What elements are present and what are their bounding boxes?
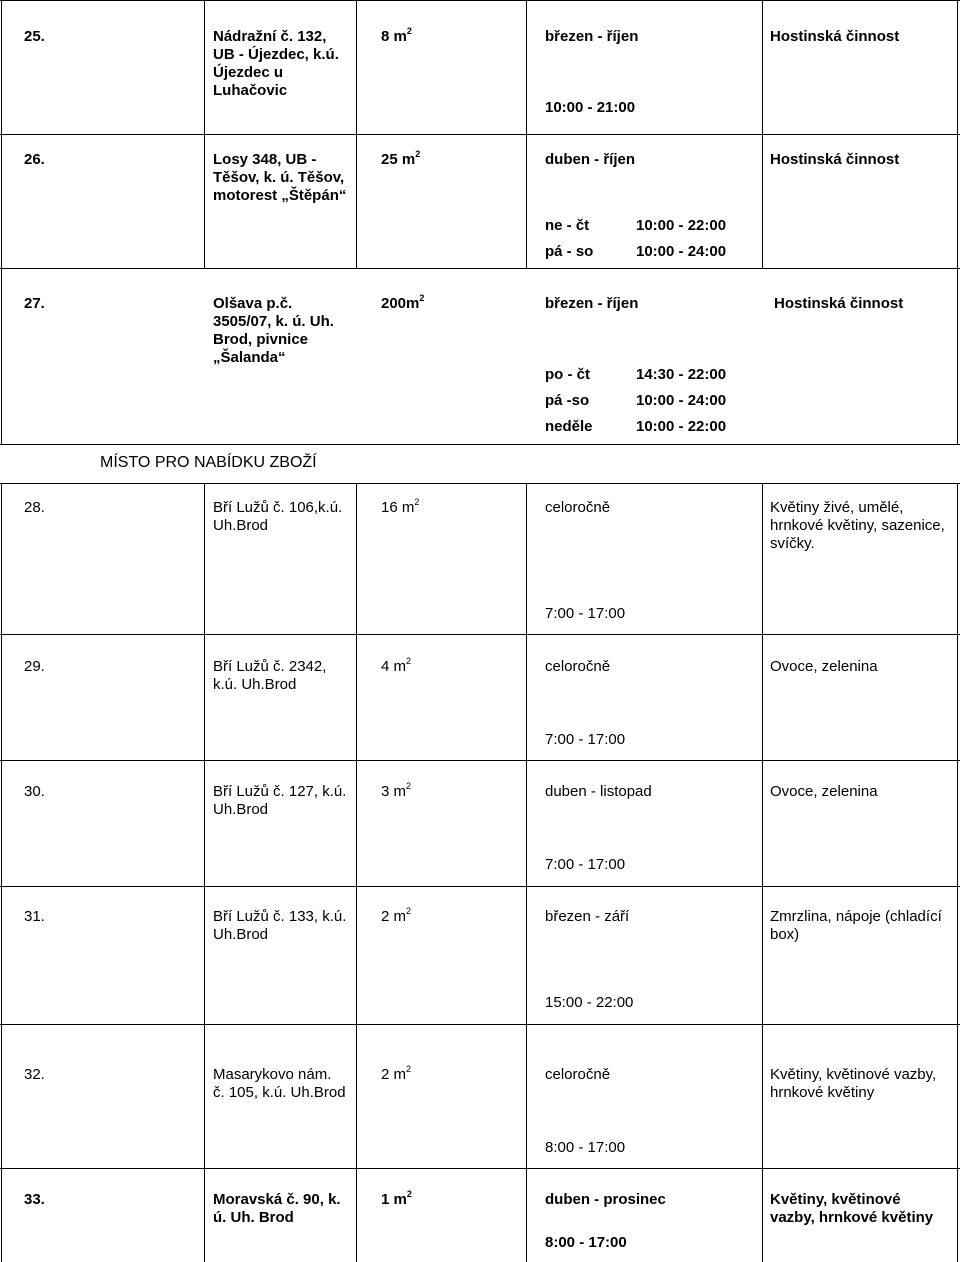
address-line: Masarykovo nám. <box>213 1066 332 1083</box>
row-divider <box>0 886 960 887</box>
col-divider <box>526 0 527 268</box>
row-number: 25. <box>24 28 45 45</box>
area: 4 $m^2$ <box>381 656 412 675</box>
activity-line: box) <box>770 926 800 943</box>
period: duben - prosinec <box>545 1191 666 1208</box>
row-divider <box>0 444 960 445</box>
address-line: Újezdec u <box>213 64 284 81</box>
opening-hours: 15:00 - 22:00 <box>545 994 634 1011</box>
row-divider <box>0 760 960 761</box>
schedule-days: neděle <box>545 418 593 435</box>
activity-line: Květiny živé, umělé, <box>770 499 904 516</box>
activity-line: Zmrzlina, nápoje (chladící <box>770 908 942 925</box>
schedule-time: 10:00 - 24:00 <box>636 243 727 260</box>
area: 2 $m^2$ <box>381 906 412 925</box>
activity-line: vazby, hrnkové květiny <box>770 1209 934 1226</box>
col-divider <box>1 483 2 1262</box>
address-line: č. 105, k.ú. Uh.Brod <box>213 1084 346 1101</box>
opening-hours: 8:00 - 17:00 <box>545 1139 626 1156</box>
address-line: ú. Uh. Brod <box>213 1209 294 1226</box>
activity: Hostinská činnost <box>770 151 900 168</box>
activity-line: hrnkové květiny <box>770 1084 875 1101</box>
row-divider <box>0 1168 960 1169</box>
schedule-time: 10:00 - 22:00 <box>636 217 727 234</box>
activity: Hostinská činnost <box>770 28 900 45</box>
col-divider <box>526 483 527 1262</box>
address-line: 3505/07, k. ú. Uh. <box>213 313 334 330</box>
period: březen - říjen <box>545 295 639 312</box>
col-divider <box>762 483 763 1262</box>
address-line: Těšov, k. ú. Těšov, <box>213 169 345 186</box>
activity: Hostinská činnost <box>774 295 904 312</box>
address-line: k.ú. Uh.Brod <box>213 676 297 693</box>
area: 16 $m^2$ <box>381 497 420 516</box>
area: 3 $m^2$ <box>381 781 412 800</box>
row-number: 28. <box>24 499 45 516</box>
address-line: Moravská č. 90, k. <box>213 1191 341 1208</box>
row-divider <box>0 268 960 269</box>
address-line: Bří Lužů č. 133, k.ú. <box>213 908 347 925</box>
area: 1 $m^2$ <box>381 1189 412 1208</box>
opening-hours: 10:00 - 21:00 <box>545 99 636 116</box>
activity: Ovoce, zelenina <box>770 783 878 800</box>
address-line: „Šalanda“ <box>213 349 286 366</box>
period: březen - září <box>545 908 630 925</box>
row-divider <box>0 1024 960 1025</box>
col-divider <box>957 483 958 1262</box>
opening-hours: 7:00 - 17:00 <box>545 856 626 873</box>
address-line: Olšava p.č. <box>213 295 293 312</box>
col-divider <box>356 483 357 1262</box>
period: duben - listopad <box>545 783 652 800</box>
schedule-time: 10:00 - 24:00 <box>636 392 727 409</box>
area: 8 $m^2$ <box>381 26 412 45</box>
period: celoročně <box>545 1066 611 1083</box>
activity-line: Květiny, květinové vazby, <box>770 1066 937 1083</box>
address-line: Uh.Brod <box>213 926 269 943</box>
area: 2 $m^2$ <box>381 1064 412 1083</box>
period: celoročně <box>545 658 611 675</box>
activity: Ovoce, zelenina <box>770 658 878 675</box>
period: duben - říjen <box>545 151 635 168</box>
address-line: Luhačovic <box>213 82 288 99</box>
table-border-top <box>0 0 960 1</box>
area: $200m^2$ <box>381 293 425 312</box>
schedule-days: ne - čt <box>545 217 590 234</box>
row-number: 26. <box>24 151 45 168</box>
row-divider <box>0 634 960 635</box>
period: březen - říjen <box>545 28 639 45</box>
address-line: Nádražní č. 132, <box>213 28 327 45</box>
address-line: UB - Újezdec, k.ú. <box>213 46 339 63</box>
col-divider <box>1 0 2 444</box>
row-number: 31. <box>24 908 45 925</box>
address-line: Losy 348, UB - <box>213 151 317 168</box>
schedule-days: po - čt <box>545 366 590 383</box>
col-divider <box>957 0 958 444</box>
opening-hours: 7:00 - 17:00 <box>545 731 626 748</box>
address-line: Bří Lužů č. 127, k.ú. <box>213 783 347 800</box>
opening-hours: 7:00 - 17:00 <box>545 605 626 622</box>
address-line: Bří Lužů č. 2342, <box>213 658 327 675</box>
period: celoročně <box>545 499 611 516</box>
schedule-time: 14:30 - 22:00 <box>636 366 727 383</box>
section-heading: MÍSTO PRO NABÍDKU ZBOŽÍ <box>100 454 317 471</box>
row-number: 33. <box>24 1191 45 1208</box>
address-line: Bří Lužů č. 106,k.ú. <box>213 499 343 516</box>
activity-line: hrnkové květiny, sazenice, <box>770 517 945 534</box>
row-number: 27. <box>24 295 45 312</box>
col-divider <box>204 483 205 1262</box>
schedule-days: pá - so <box>545 243 594 260</box>
address-line: Uh.Brod <box>213 517 269 534</box>
row-divider <box>0 483 960 484</box>
row-number: 30. <box>24 783 45 800</box>
opening-hours: 8:00 - 17:00 <box>545 1234 627 1251</box>
schedule-days: pá -so <box>545 392 590 409</box>
activity-line: Květiny, květinové <box>770 1191 901 1208</box>
schedule-time: 10:00 - 22:00 <box>636 418 727 435</box>
address-line: motorest „Štěpán“ <box>213 187 347 204</box>
address-line: Uh.Brod <box>213 801 269 818</box>
activity-line: svíčky. <box>770 535 815 552</box>
area: 25 $m^2$ <box>381 149 421 168</box>
col-divider <box>204 0 205 268</box>
row-divider <box>0 134 960 135</box>
col-divider <box>356 0 357 268</box>
row-number: 29. <box>24 658 45 675</box>
row-number: 32. <box>24 1066 45 1083</box>
address-line: Brod, pivnice <box>213 331 309 348</box>
col-divider <box>762 0 763 268</box>
